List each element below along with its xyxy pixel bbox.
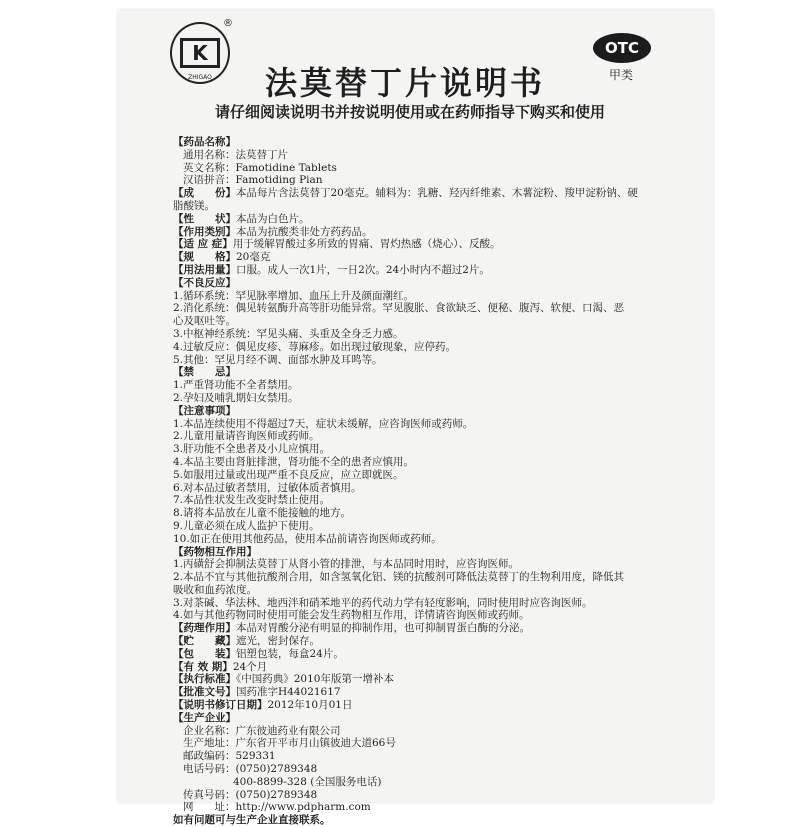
section-heading-revision: 【说明书修订日期】	[173, 699, 268, 712]
pinyin-name-value: Famotiding Pian	[235, 174, 323, 187]
adverse-line: 1.循环系统：罕见脉率增加、血压上升及颜面潮红。	[173, 289, 415, 302]
interaction-line: 2.本品不宜与其他抗酸剂合用，如含氢氧化铝、镁的抗酸剂可降低法莫替丁的生物利用度，降低其	[173, 571, 625, 584]
website-row	[173, 801, 658, 814]
indications-row	[173, 238, 658, 251]
section-heading-ingredients: 【成 份】	[173, 187, 236, 200]
precaution-line: 1.本品连续使用不得超过7天，症状未缓解，应咨询医师或药师。	[173, 417, 474, 430]
section-heading-specification: 【规 格】	[173, 251, 236, 264]
section-heading-precautions: 【注意事项】	[173, 404, 236, 417]
standard-text: 《中国药典》2010年版第一增补本	[236, 673, 394, 686]
section-heading-manufacturer: 【生产企业】	[173, 711, 236, 724]
logo-subtext: ZHIGAO	[188, 74, 212, 81]
ingredients-text: 本品每片含法莫替丁20毫克。辅料为：乳糖、羟丙纤维素、木薯淀粉、羧甲淀粉钠、硬	[236, 187, 638, 200]
document-subtitle: 请仔细阅读说明书并按说明使用或在药师指导下购买和使用	[214, 103, 605, 121]
packaging-row	[173, 648, 658, 661]
precaution-line: 2.儿童用量请咨询医师或药师。	[173, 430, 320, 443]
dosage-row	[173, 264, 658, 277]
registered-mark: ®	[223, 18, 233, 29]
phone-row	[173, 763, 658, 776]
address-label: 生产地址：	[183, 737, 236, 750]
section-heading-category: 【作用类别】	[173, 225, 236, 238]
pharmacology-text: 本品对胃酸分泌有明显的抑制作用，也可抑制胃蛋白酶的分泌。	[236, 622, 530, 635]
english-name-row	[173, 162, 658, 175]
precaution-line: 10.如正在使用其他药品，使用本品前请咨询医师或药师。	[173, 532, 442, 545]
properties-text: 本品为白色片。	[236, 212, 310, 225]
packaging-text: 铝塑包装，每盒24片。	[236, 647, 344, 660]
precaution-line: 9.儿童必须在成人监护下使用。	[173, 519, 320, 532]
validity-row	[173, 661, 658, 674]
website-value: http://www.pdpharm.com	[235, 801, 371, 814]
precaution-line: 4.本品主要由肾脏排泄，肾功能不全的患者应慎用。	[173, 455, 415, 468]
section-heading-adverse: 【不良反应】	[173, 276, 236, 289]
pharmacology-row	[173, 622, 658, 635]
approval-text: 国药准字H44021617	[236, 686, 341, 699]
otc-badge: OTC	[593, 33, 651, 63]
address-value: 广东省开平市月山镇彼迪大道66号	[235, 737, 396, 750]
english-name-label: 英文名称：	[183, 161, 236, 174]
logo-glyph: K	[180, 38, 220, 68]
properties-row	[173, 213, 658, 226]
pinyin-name-row	[173, 174, 658, 187]
dosage-text: 口服。成人一次1片，一日2次。24小时内不超过2片。	[236, 263, 490, 276]
postcode-value: 529331	[235, 750, 276, 763]
document-title: 法莫替丁片说明书	[264, 64, 545, 102]
storage-text: 遮光，密封保存。	[236, 635, 320, 648]
precaution-line: 7.本品性状发生改变时禁止使用。	[173, 494, 331, 507]
postcode-row	[173, 750, 658, 763]
interaction-line: 3.对茶碱、华法林、地西泮和硝苯地平的药代动力学有轻度影响，同时使用时应咨询医师。	[173, 596, 593, 609]
precaution-line: 3.肝功能不全患者及小儿应慎用。	[173, 443, 331, 456]
company-value: 广东彼迪药业有限公司	[235, 724, 341, 737]
section-heading-properties: 【性 状】	[173, 212, 236, 225]
revision-row	[173, 699, 658, 712]
service-phone-row	[173, 776, 658, 789]
specification-text: 20毫克	[236, 251, 271, 264]
section-heading-interactions: 【药物相互作用】	[173, 545, 257, 558]
ingredients-row	[173, 187, 658, 200]
precaution-line: 8.请将本品放在儿童不能接触的地方。	[173, 507, 352, 520]
adverse-line: 5.其他：罕见月经不调、面部水肿及耳鸣等。	[173, 353, 383, 366]
revision-text: 2012年10月01日	[267, 699, 353, 712]
validity-text: 24个月	[232, 660, 268, 673]
adverse-line: 2.消化系统：偶见转氨酶升高等肝功能异常。罕见腹胀、食欲缺乏、便秘、腹泻、软便、口渴、恶	[173, 302, 625, 315]
section-heading-standard: 【执行标准】	[173, 673, 236, 686]
interaction-line: 4.如与其他药物同时使用可能会发生药物相互作用，详情请咨询医师或药师。	[173, 609, 530, 622]
interaction-line: 吸收和血药浓度。	[173, 583, 257, 596]
storage-row	[173, 635, 658, 648]
english-name-value: Famotidine Tablets	[235, 161, 337, 174]
address-row	[173, 737, 658, 750]
contraindication-line: 1.严重肾功能不全者禁用。	[173, 379, 299, 392]
section-heading-validity: 【有 效 期】	[173, 660, 233, 673]
interaction-line: 1.丙磺舒会抑制法莫替丁从肾小管的排泄，与本品同时用时，应咨询医师。	[173, 558, 520, 571]
footer-note: 如有问题可与生产企业直接联系。	[173, 814, 331, 827]
section-heading-indications: 【适 应 症】	[173, 238, 233, 251]
pinyin-name-label: 汉语拼音：	[183, 174, 236, 187]
section-heading-dosage: 【用法用量】	[173, 263, 236, 276]
precaution-line: 5.如服用过量或出现严重不良反应，应立即就医。	[173, 468, 404, 481]
section-heading-drug-name: 【药品名称】	[173, 136, 236, 148]
ingredients-text-continued: 脂酸镁。	[173, 199, 215, 212]
indications-text: 用于缓解胃酸过多所致的胃痛、胃灼热感（烧心）、反酸。	[232, 238, 501, 251]
section-heading-approval: 【批准文号】	[173, 686, 236, 699]
approval-row	[173, 686, 658, 699]
section-heading-packaging: 【包 装】	[173, 647, 236, 660]
generic-name-value: 法莫替丁片	[235, 148, 288, 161]
precaution-line: 6.对本品过敏者禁用，过敏体质者慎用。	[173, 481, 362, 494]
website-label: 网 址：	[183, 801, 236, 814]
company-row	[173, 725, 658, 738]
category-text: 本品为抗酸类非处方药药品。	[236, 225, 373, 238]
postcode-label: 邮政编码：	[183, 750, 236, 763]
fax-value: (0750)2789348	[235, 788, 318, 801]
section-heading-storage: 【贮 藏】	[173, 635, 236, 648]
section-heading-pharmacology: 【药理作用】	[173, 622, 236, 635]
company-label: 企业名称：	[183, 724, 236, 737]
otc-class-label: 甲类	[609, 68, 634, 82]
phone-label: 电话号码：	[183, 763, 236, 776]
adverse-line: 3.中枢神经系统：罕见头痛、头重及全身乏力感。	[173, 327, 404, 340]
standard-row	[173, 673, 658, 686]
specification-row	[173, 251, 658, 264]
leaflet-body	[173, 136, 658, 827]
contraindication-line: 2.孕妇及哺乳期妇女禁用。	[173, 391, 299, 404]
generic-name-label: 通用名称：	[183, 148, 236, 161]
service-phone-value: 400-8899-328 (全国服务电话)	[233, 775, 382, 788]
fax-label: 传真号码：	[183, 788, 236, 801]
adverse-line: 心及呕吐等。	[173, 315, 236, 328]
phone-value: (0750)2789348	[235, 763, 318, 776]
adverse-line: 4.过敏反应：偶见皮疹、荨麻疹。如出现过敏现象，应停药。	[173, 340, 457, 353]
section-heading-contraindications: 【禁 忌】	[173, 366, 236, 379]
generic-name-row	[173, 149, 658, 162]
category-row	[173, 226, 658, 239]
